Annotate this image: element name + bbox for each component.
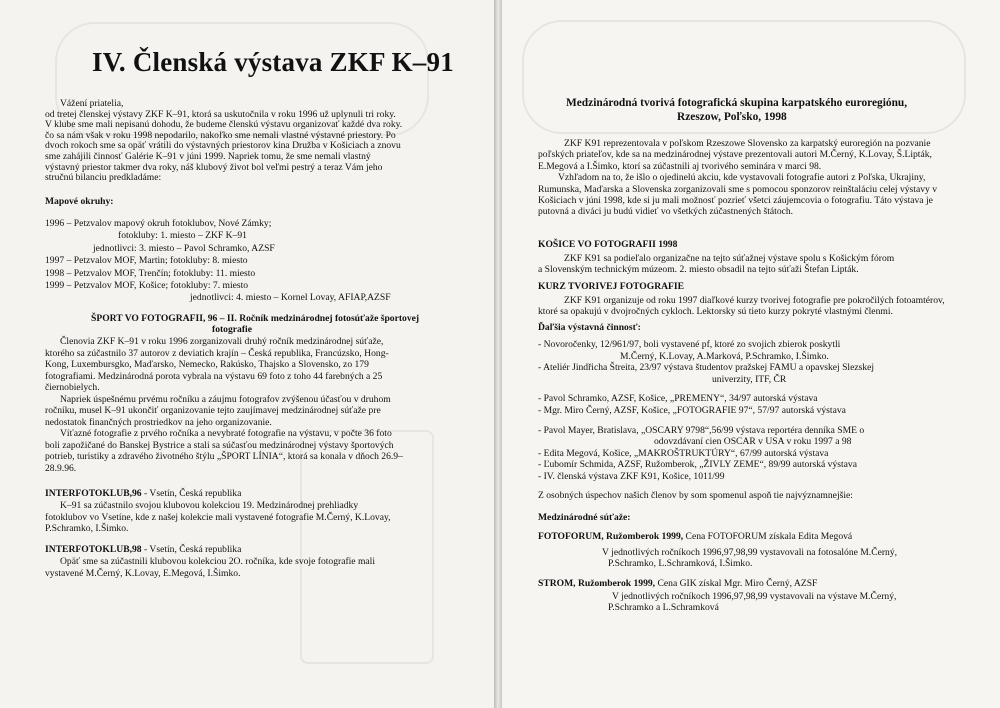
l-intro-line: sme zahájili činnosť Galérie K–91 v júni 1999. Napriek tomu, že sme nemali vlastný: [45, 151, 371, 162]
l-sport-line: boli zapožičané do Banskej Bystrice a stali sa súčasťou medzinárodnej výstavy športových: [45, 439, 394, 451]
l-sport-line: Víťazné fotografie z prvého ročníka a nevybraté fotografie na výstavu, v počte 36 foto: [60, 428, 392, 439]
fotoforum-heading-line: [538, 531, 852, 542]
inter96-heading: INTERFOTOKLUB,96: [45, 488, 142, 499]
strom-heading-line: [538, 578, 817, 589]
l-inter98-line: Opäť sme sa zúčastnili klubovou kolekciou 2O. ročníka, kde svoje fotografie mali: [60, 556, 376, 567]
l-inter96-line: P.Schramko, I.Šimko.: [45, 523, 129, 534]
mapove-heading: Mapové okruhy:: [45, 196, 114, 207]
r-dalsia-line: - Ateliér Jindřicha Štreita, 23/97 výstava študentov pražskej FAMU a opavskej Slezskej: [538, 362, 875, 374]
r-karpaty-line: ZKF K91 reprezentovala v poľskom Rzeszowe Slovensko za karpatský euroregión na pozvanie: [564, 138, 931, 149]
r-dalsia-line: - IV. členská výstava ZKF K91, Košice, 1011/99: [538, 471, 725, 482]
page-title: IV. Členská výstava ZKF K–91: [92, 47, 454, 77]
l-mapove-line: jednotlivci: 3. miesto – Pavol Schramko, AZSF: [93, 242, 275, 254]
right-page: [502, 0, 1000, 708]
r-dalsia-line: - Novoročenky, 12/961/97, boli vystavené pf, ktoré zo svojich zbierok poskytli: [538, 339, 841, 350]
r-karpaty-line: putovná a diváci ju budú vidieť vo všetkých zúčastnených štátoch.: [538, 206, 794, 218]
dalsia-heading: Ďaľšia výstavná činnosť:: [538, 322, 641, 333]
l-mapove-line: fotokluby: 1. miesto – ZKF K–91: [118, 230, 247, 242]
sport-heading: ŠPORT VO FOTOGRAFII, 96 – II. Ročník medzinárodnej fotosúťaže športovej: [91, 313, 420, 324]
r-karpaty-line: Rumunska, Maďarska a Slovenska zorganizovali sme s pomocou sponzorov reinštaláciu celej výstavy v: [538, 183, 938, 195]
r-karpaty-line: E.Megová a I.Šimko, ktorí sa zúčastnili aj tvorivého seminára v marci 98.: [538, 160, 822, 172]
l-intro-line: výstavný priestor takmer dva roky, náš klubový život bol veľmi pestrý a teraz Vám jeho: [45, 161, 383, 173]
strom-heading: STROM, Ružomberok 1999,: [538, 578, 656, 589]
uspechy-intro: Z osobných úspechov našich členov by som spomenul aspoň tie najvýznamnejšie:: [538, 490, 853, 501]
l-intro-line: V klube sme mali nepisanú dohodu, že budeme členskú výstavu organizovať každé dva roky.: [45, 119, 403, 131]
karpaty-subtitle: Rzeszow, Poľsko, 1998: [677, 111, 787, 123]
r-dalsia-line: - Pavol Mayer, Bratislava, „OSCARY 9798“,56/99 výstava reportéra denníka SME o: [538, 424, 865, 436]
l-sport-line: ročníku, musel K–91 ukončiť organizovanie tejto zaujímavej medzinárodnej súťaže pre: [45, 405, 381, 416]
kosice-heading: KOŠICE VO FOTOGRAFII 1998: [538, 239, 678, 250]
inter98-heading: INTERFOTOKLUB,98: [45, 544, 142, 555]
r-dalsia-line: - Mgr. Miro Černý, AZSF, Košice, „FOTOGRAFIE 97“, 57/97 autorská výstava: [538, 405, 846, 416]
l-mapove-line: 1999 – Petzvalov MOF, Košice; fotokluby: 7. miesto: [45, 280, 249, 291]
r-kurz-line: ZKF K91 organizuje od roku 1997 diaľkové kurzy tvorivej fotografie pre pokročilých fotoamtérov,: [564, 295, 945, 306]
r-dalsia-line: M.Černý, K.Lovay, A.Marková, P.Schramko, I.Šimko.: [620, 350, 829, 362]
karpaty-title: Medzinárodná tvorivá fotografická skupina karpatského euroregiónu,: [566, 97, 908, 109]
r-strom-line: P.Schramko a L.Schramková: [608, 602, 719, 614]
r-dalsia-line: univerzity, ITF, ČR: [712, 373, 787, 385]
r-kurz-line: ktoré sa opakujú v dvojročných cykloch. Lektorsky sú tieto kurzy pokryté vlastnými členmi.: [538, 306, 893, 318]
r-fotoforum-line: V jednotlivých ročníkoch 1996,97,98,99 vystavovali na fotosalóne M.Černý,: [602, 547, 898, 558]
l-inter96-line: K–91 sa zúčastnilo svojou klubovou kolekciou 19. Medzinárodnej prehliadky: [60, 500, 359, 511]
inter98-heading-line: [45, 544, 241, 555]
fotoforum-heading: FOTOFORUM, Ružomberok 1999,: [538, 531, 684, 542]
r-karpaty-line: Košiciach v júni 1998, kde si ju mali možnosť pozrieť všetci záujemcovia o fotografiu. Táto výstava je: [538, 195, 933, 206]
l-sport-line: potrieb, turistiky a zdravého životného štýlu „ŠPORT LÍNIA“, ktorá sa konala v dňoch 26.9–: [45, 451, 403, 462]
l-intro-line: dvoch rokoch sme sa opäť vrátili do výstavných priestorov kina Družba v Košiciach a znovu: [45, 140, 401, 152]
l-intro-line: od tretej členskej výstavy ZKF K–91, ktorá sa uskutočnila v roku 1996 už uplynuli tri roky.: [45, 108, 396, 120]
l-sport-line: fotografiami. Medzinárodná porota vybrala na výstavu 69 foto z toho 44 farebných a 25: [45, 370, 383, 382]
r-fotoforum-line: P.Schramko, L.Schramková, I.Šimko.: [608, 558, 753, 570]
l-intro-line: čo sa nám však v roku 1998 nepodarilo, nakoľko sme nemali vlastné výstavné priestory. Po: [45, 129, 396, 141]
r-karpaty-line: Vzhľadom na to, že išlo o ojedinelú akciu, kde vystavovali fotografie autori z Poľska, Ukrajiny,: [558, 172, 926, 184]
show-through-frame-lower: [300, 430, 434, 664]
sport-heading-cont: fotografie: [212, 324, 252, 335]
l-mapove-line: 1996 – Petzvalov mapový okruh fotoklubov, Nové Zámky;: [45, 218, 272, 229]
l-mapove-line: jednotlivci: 4. miesto – Kornel Lovay, AFIAP,AZSF: [190, 292, 391, 304]
inter98-place: - Vsetín, Česká republika: [141, 544, 242, 555]
l-sport-line: Členovia ZKF K–91 v roku 1996 zorganizovali druhý ročník medzinárodnej súťaže,: [60, 336, 384, 347]
r-dalsia-line: - Pavol Schramko, AZSF, Košice, „PREMENY“, 34/97 autorská výstava: [538, 393, 818, 405]
inter96-heading-line: [45, 488, 241, 499]
r-dalsia-line: odovzdávaní cien OSCAR v USA v roku 1997 a 98: [654, 436, 852, 448]
l-intro-line: Vážení priatelia,: [60, 98, 124, 109]
r-kosice-line: ZKF K91 sa podieľalo organizačne na tejto súťažnej výstave spolu s Košickým fórom: [564, 253, 895, 264]
kurz-heading: KURZ TVORIVEJ FOTOGRAFIE: [538, 281, 685, 292]
sutaze-heading: Medzinárodné súťaže:: [538, 512, 631, 523]
fotoforum-award: Cena FOTOFORUM získala Edita Megová: [683, 531, 853, 542]
r-karpaty-line: poľských priateľov, kde sa na medzinárodnej výstave prezentovali autori M.Černý, K.Lovay, Š.Lipták,: [538, 149, 932, 161]
l-sport-line: Kong, Luxembursgko, Maďarsko, Nemecko, Rakúsko, Thajsko a Slovensko, zo 179: [45, 359, 369, 370]
left-page: [0, 0, 494, 708]
page-gutter: [494, 0, 502, 708]
r-dalsia-line: - Edita Megová, Košice, „MAKROŠTRUKTÚRY“, 67/99 autorská výstava: [538, 447, 829, 459]
l-sport-line: 28.9.96.: [45, 462, 77, 474]
l-inter96-line: fotoklubov vo Vsetíne, kde z našej kolekcie mali vystavené fotografie M.Černý, K.Lovay,: [45, 511, 391, 523]
inter96-place: - Vsetín, Česká republika: [141, 488, 242, 499]
l-sport-line: Napriek úspešnému prvému ročníku a záujmu fotografov zvýšenou účasťou v druhom: [60, 393, 391, 405]
l-sport-line: ktorého sa zúčastnilo 37 autorov z deviatich krajín – Česká republika, Francúzsko, Hong-: [45, 347, 389, 359]
l-sport-line: čiernobielych.: [45, 382, 100, 393]
l-sport-line: nedostatok finančných prostriedkov na jeho organizovanie.: [45, 416, 272, 428]
strom-award: Cena GIK získal Mgr. Miro Černý, AZSF: [655, 578, 818, 589]
l-mapove-line: 1997 – Petzvalov MOF, Martin; fotokluby: 8. miesto: [45, 255, 248, 267]
r-strom-line: V jednotlivých ročníkoch 1996,97,98,99 vystavovali na výstave M.Černý,: [612, 591, 897, 602]
l-inter98-line: vystavené M.Černý, K.Lovay, E.Megová, I.Šimko.: [45, 567, 241, 579]
l-mapove-line: 1998 – Petzvalov MOF, Trenčín; fotokluby: 11. miesto: [45, 267, 256, 279]
r-kosice-line: a Slovenským technickým múzeom. 2. miesto obsadil na tejto súťaži Štefan Lipták.: [538, 264, 859, 276]
l-intro-line: stručnú bilanciu predkladáme:: [45, 172, 162, 184]
r-dalsia-line: - Ľubomír Schmida, AZSF, Ružomberok, „ŽIVLY ZEME“, 89/99 autorská výstava: [538, 459, 857, 471]
